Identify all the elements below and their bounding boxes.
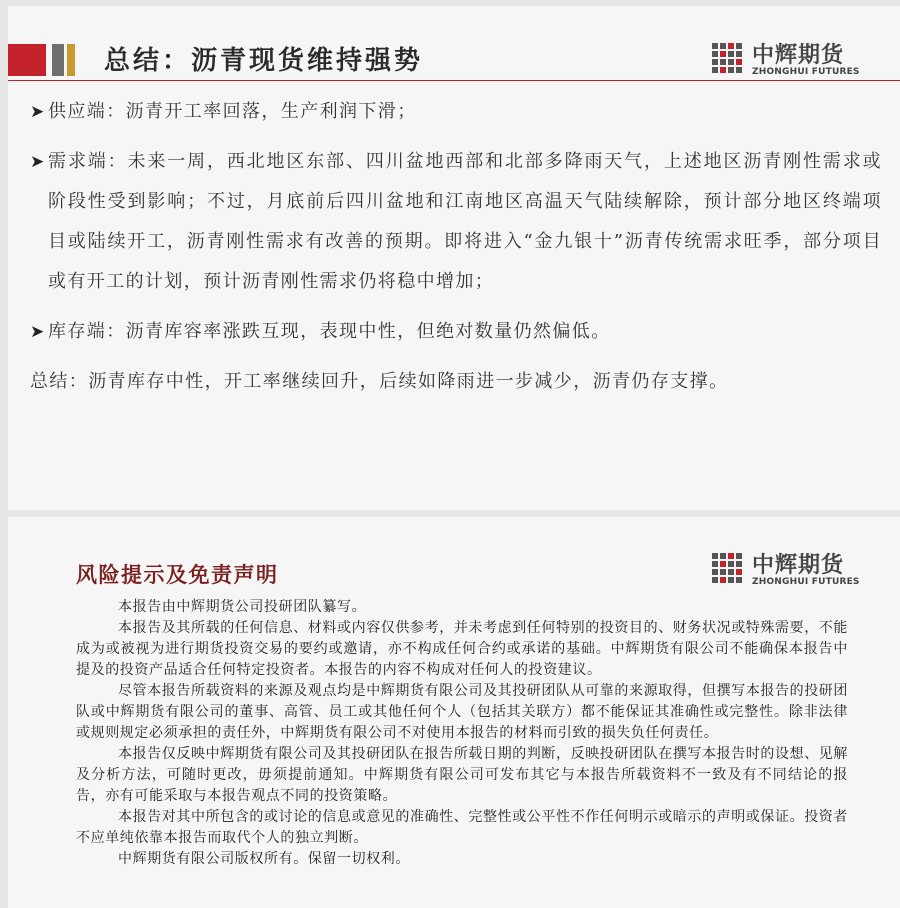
summary-conclusion: 总结：沥青库存中性，开工率继续回升，后续如降雨进一步减少，沥青仍存支撑。	[30, 371, 729, 392]
company-logo	[712, 550, 862, 590]
disclaimer-paragraph: 尽管本报告所载资料的来源及观点均是中辉期货有限公司及其投研团队从可靠的来源取得，但撰写本报告的投研团队或中辉期货有限公司的董事、高管、员工或其他任何个人（包括其关联方）都不能保证其准确性或完整性。除非法律或规则规定必须承担的责任外，中辉期货有限公司不对使用本报告的材料而引致的损失负任何责任。	[76, 683, 848, 741]
arrow-bullet-icon: ➤	[30, 322, 46, 342]
summary-slide	[8, 6, 900, 510]
bullet-text: 需求端：未来一周，西北地区东部、四川盆地西部和北部多降雨天气，上述地区沥青刚性需求或阶段性受到影响；不过，月底前后四川盆地和江南地区高温天气陆续解除，预计部分地区终端项目或陆续开工，沥青刚性需求有改善的预期。即将进入“金九银十”沥青传统需求旺季，部分项目或有开工的计划，预计沥青刚性需求仍将稳中增加；	[48, 151, 882, 292]
bullet-supply	[30, 92, 882, 132]
disclaimer-slide	[8, 517, 900, 908]
bullet-text: 供应端：沥青开工率回落，生产利润下滑；	[48, 101, 417, 122]
logo-grid-icon	[712, 553, 744, 585]
disclaimer-title: 风险提示及免责声明	[76, 562, 279, 587]
disclaimer-paragraph: 本报告由中辉期货公司投研团队纂写。	[118, 599, 367, 615]
disclaimer-body	[76, 597, 848, 870]
logo-english-name: ZHONGHUI FUTURES	[752, 67, 860, 77]
bullet-text: 库存端：沥青库容率涨跌互现，表现中性，但绝对数量仍然偏低。	[48, 321, 611, 342]
logo-english-name: ZHONGHUI FUTURES	[752, 577, 860, 587]
logo-grid-icon	[712, 43, 744, 75]
company-logo	[712, 40, 862, 80]
logo-chinese-name: 中辉期货	[752, 43, 845, 68]
arrow-bullet-icon: ➤	[30, 152, 46, 172]
disclaimer-paragraph: 本报告对其中所包含的或讨论的信息或意见的准确性、完整性或公平性不作任何明示或暗示的声明或保证。投资者不应单纯依靠本报告而取代个人的独立判断。	[76, 809, 848, 846]
bullet-demand	[30, 142, 882, 302]
header-red-block	[8, 44, 46, 76]
slide-title: 总结：沥青现货维持强势	[104, 46, 424, 76]
summary-body	[30, 92, 882, 402]
header-grey-block	[52, 44, 64, 76]
disclaimer-paragraph: 中辉期货有限公司版权所有。保留一切权利。	[118, 851, 410, 867]
logo-chinese-name: 中辉期货	[752, 553, 845, 578]
disclaimer-paragraph: 本报告仅反映中辉期货有限公司及其投研团队在报告所载日期的判断，反映投研团队在撰写本报告时的设想、见解及分析方法，可随时更改，毋须提前通知。中辉期货有限公司可发布其它与本报告所载资料不一致及有不同结论的报告，亦有可能采取与本报告观点不同的投资策略。	[76, 746, 848, 804]
disclaimer-paragraph: 本报告及其所载的任何信息、材料或内容仅供参考，并未考虑到任何特别的投资目的、财务状况或特殊需要，不能成为或被视为进行期货投资交易的要约或邀请，亦不构成任何合约或承诺的基础。中辉期货有限公司不能确保本报告中提及的投资产品适合任何特定投资者。本报告的内容不构成对任何人的投资建议。	[76, 620, 848, 678]
arrow-bullet-icon: ➤	[30, 102, 46, 122]
bullet-inventory	[30, 312, 882, 352]
header-gold-block	[67, 44, 75, 76]
header-divider	[8, 80, 900, 81]
